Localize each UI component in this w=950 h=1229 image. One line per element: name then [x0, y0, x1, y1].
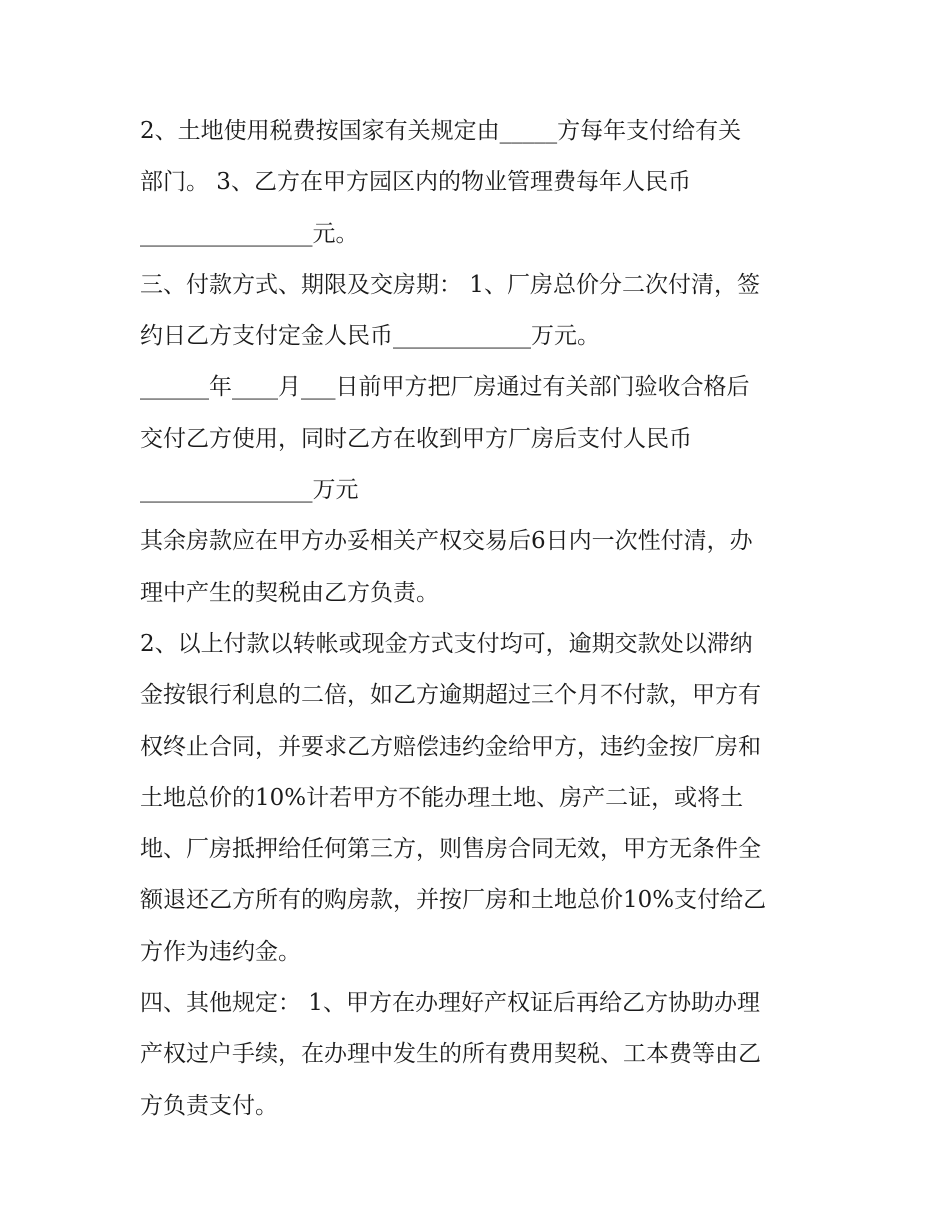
- text-line: 方负责支付。: [140, 1092, 278, 1119]
- text-line: 金按银行利息的二倍，如乙方逾期超过三个月不付款，甲方有: [140, 682, 761, 709]
- text-line: 方作为违约金。: [140, 938, 301, 965]
- text-line: 约日乙方支付定金人民币____________万元。: [140, 323, 600, 350]
- text-line: 地、厂房抵押给任何第三方，则售房合同无效，甲方无条件全: [140, 836, 761, 863]
- text-line: 其余房款应在甲方办妥相关产权交易后6日内一次性付清，办: [140, 528, 753, 555]
- text-line: 土地总价的10%计若甲方不能办理土地、房产二证，或将土: [140, 784, 744, 811]
- text-line: 四、其他规定： 1、甲方在办理好产权证后再给乙方协助办理: [140, 990, 760, 1017]
- text-line: _______________万元: [140, 477, 359, 504]
- text-line: 三、付款方式、期限及交房期： 1、厂房总价分二次付清，签: [140, 271, 760, 298]
- text-line: 权终止合同，并要求乙方赔偿违约金给甲方，违约金按厂房和: [140, 733, 761, 760]
- text-line: ______年____月___日前甲方把厂房通过有关部门验收合格后: [140, 374, 750, 401]
- text-line: 额退还乙方所有的购房款，并按厂房和土地总价10%支付给乙: [140, 887, 767, 914]
- text-line: 交付乙方使用，同时乙方在收到甲方厂房后支付人民币: [140, 425, 692, 452]
- document-body: [140, 106, 820, 1132]
- text-line: 2、以上付款以转帐或现金方式支付均可，逾期交款处以滞纳: [140, 630, 753, 657]
- text-line: 产权过户手续，在办理中发生的所有费用契税、工本费等由乙: [140, 1041, 761, 1068]
- text-line: 2、土地使用税费按国家有关规定由_____方每年支付给有关: [140, 118, 742, 144]
- text-line: _______________元。: [140, 220, 359, 247]
- text-line: 部门。 3、乙方在甲方园区内的物业管理费每年人民币: [140, 169, 691, 196]
- text-line: 理中产生的契税由乙方负责。: [140, 579, 439, 606]
